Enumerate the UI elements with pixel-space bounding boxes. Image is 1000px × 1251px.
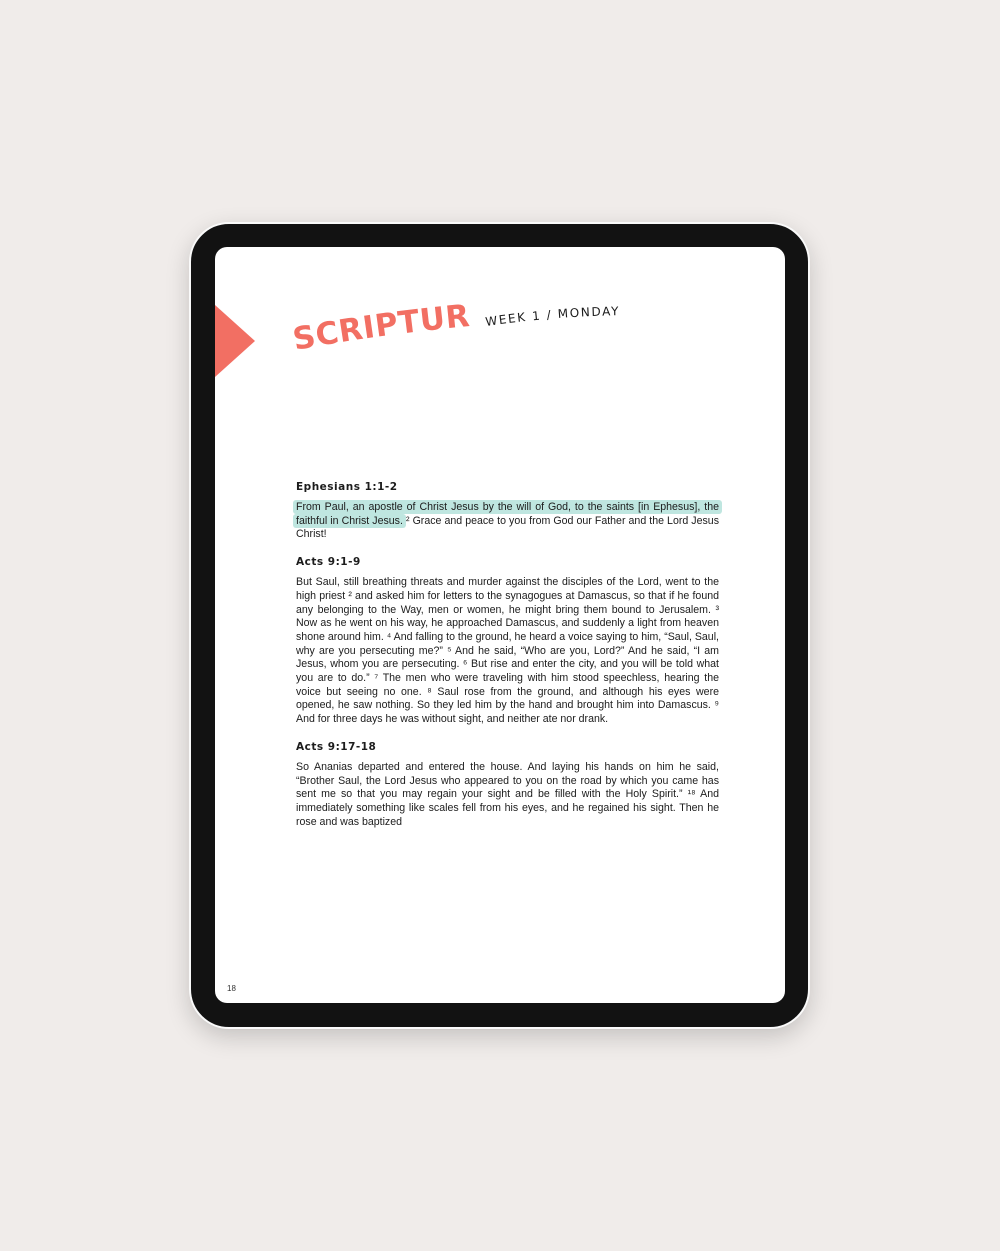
tablet-screen [215, 247, 785, 1003]
passage-reference: Ephesians 1:1-2 [296, 481, 398, 493]
scripture-content [296, 481, 719, 843]
passage-text: So Ananias departed and entered the house. And laying his hands on him he said, “Brother Saul, the Lord Jesus who appeared to you on the road by which you came has sent me so that you may regain your sight and be filled with the Holy Spirit.” ¹⁸ And immediately something like scales fell from his eyes, and he regained his sight. Then he rose and was baptized [296, 760, 719, 828]
page-title: SCRIPTURE [282, 275, 472, 358]
page-subtitle: WEEK 1 / MONDAY [484, 304, 621, 329]
passage-reference: Acts 9:1-9 [296, 556, 361, 569]
page-number: 18 [227, 984, 236, 993]
page-tab-arrow-icon [215, 305, 255, 377]
page-header [282, 275, 653, 363]
highlighted-text[interactable]: From Paul, an apostle of Christ Jesus by the will of God, to the saints [in Ephesus], the faithful in Christ Jesus. [293, 500, 722, 528]
passage-text: But Saul, still breathing threats and murder against the disciples of the Lord, went to the high priest ² and asked him for letters to the synagogues at Damascus, so that if he found any belonging to the Way, men or women, he might bring them bound to Jerusalem. ³ Now as he went on his way, he approached Damascus, and suddenly a light from heaven shone around him. ⁴ And falling to the ground, he heard a voice saying to him, “Saul, Saul, why are you persecuting me?” ⁵ And he said, “Who are you, Lord?” And he said, “I am Jesus, whom you are persecuting. ⁶ But rise and enter the city, and you will be told what you are to do.” ⁷ The men who were traveling with him stood speechless, hearing the voice but seeing no one. ⁸ Saul rose from the ground, and although his eyes were opened, he saw nothing. So they led him by the hand and brought him into Damascus. ⁹ And for three days he was without sight, and neither ate nor drank. [296, 576, 719, 726]
passage-text-rest: ² Grace and peace to you from God our Father and the Lord Jesus Christ! [296, 514, 719, 541]
passage-reference: Acts 9:17-18 [296, 740, 377, 753]
passage-text [296, 501, 719, 542]
